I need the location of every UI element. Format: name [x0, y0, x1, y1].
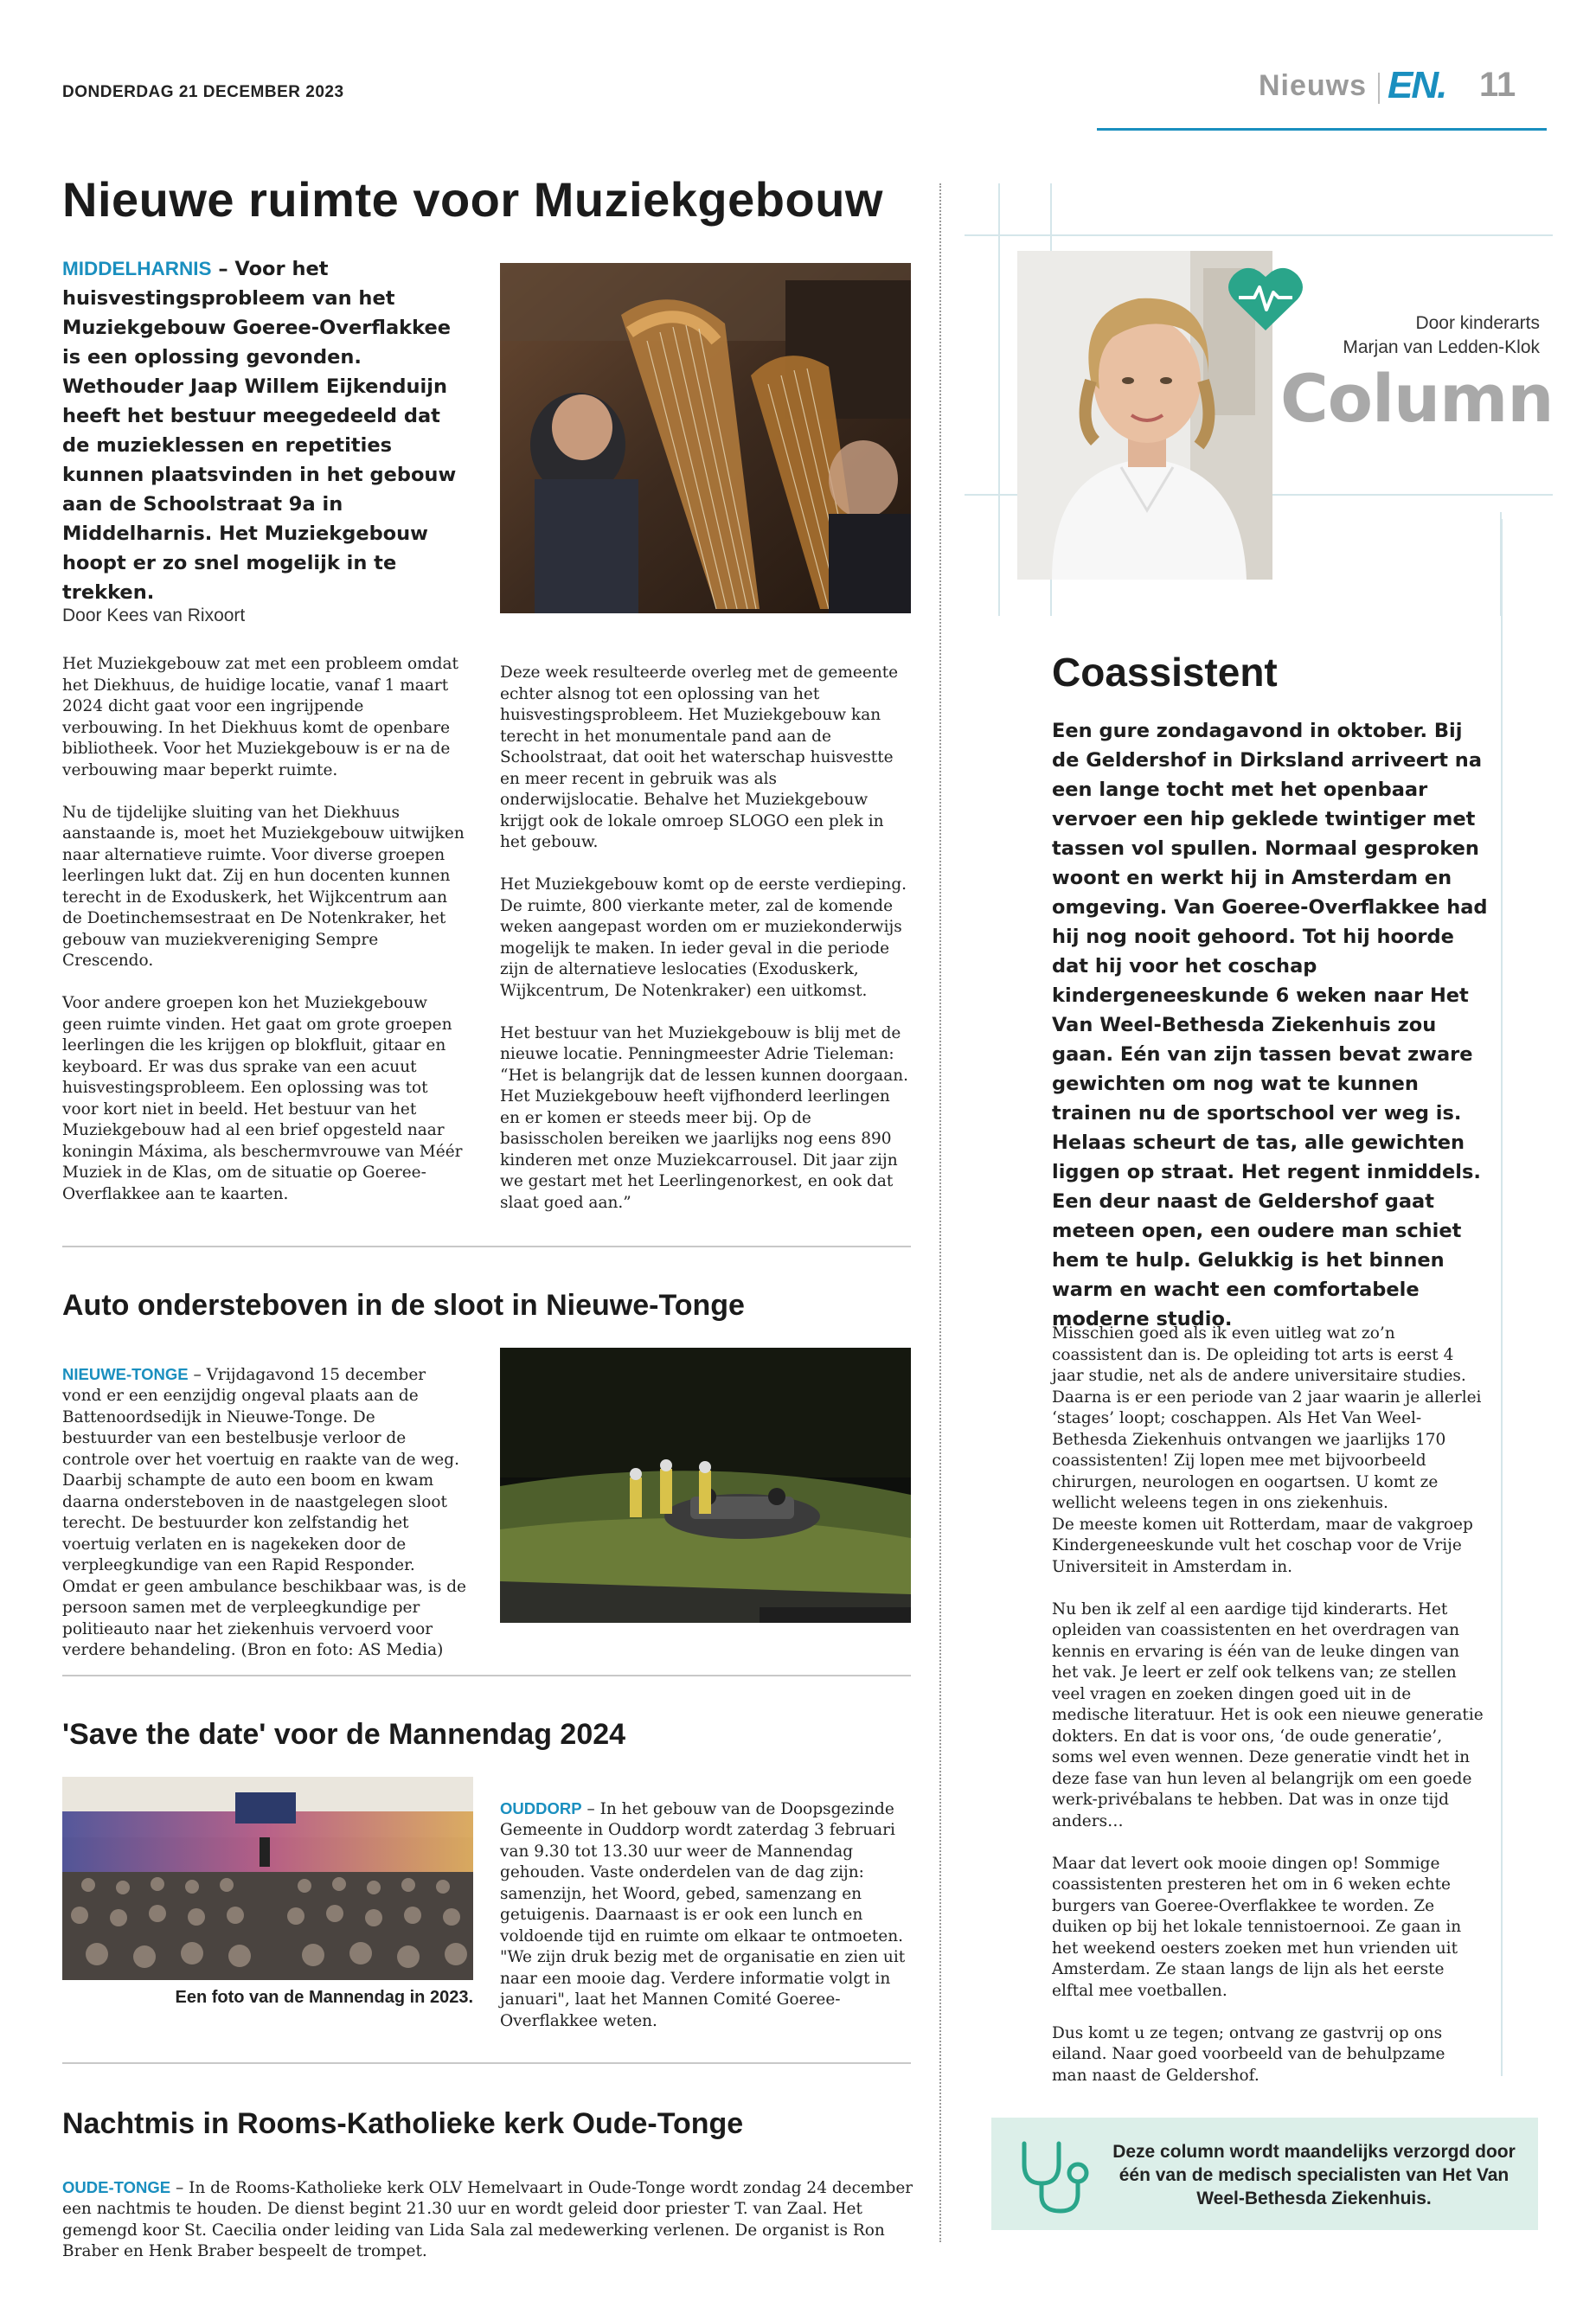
car-location: NIEUWE-TONGE [62, 1364, 189, 1383]
stethoscope-icon [1012, 2138, 1095, 2216]
mannendag-photo-illustration [62, 1777, 473, 1980]
nachtmis-location: OUDE-TONGE [62, 2177, 171, 2196]
harp-photo-illustration [500, 263, 911, 613]
column-separator [939, 183, 941, 2242]
article-title: Nieuwe ruimte voor Muziekgebouw [62, 172, 883, 227]
nachtmis-text [62, 2156, 914, 2263]
car-text-body: – Vrijdagavond 15 december vond er een eenzijdig ongeval plaats aan de Battenoordsedijk in Nieuwe-Tonge. De bestuurder van een bestelbusje verloor de controle over het voertuig en raakte van de weg. Daarbij schampte de auto een boom en kwam daarna ondersteboven in de naastgelegen sloot terecht. De bestuurder kon zelfstandig het voertuig verlaten en is nagekeken door de verpleegkundige van een Rapid Responder. Omdat er geen ambulance beschikbaar was, is de persoon samen met de verpleegkundige per politieauto naar het ziekenhuis vervoerd voor verdere behandeling. (Bron en foto: AS Media) [62, 1365, 466, 1659]
car-text [62, 1343, 469, 1662]
column-deco-line-right [1501, 519, 1503, 2076]
brand-logo: EN. [1388, 64, 1446, 106]
article-col2: Deze week resulteerde overleg met de gemeente echter alsnog tot een oplossing van het huisvestingsprobleem. Het Muziekgebouw kan terecht in het monumentale pand aan de Schoolstraat, dat ooit het waterschap huisvestte en meer recent in gebruik was als onderwijslocatie. Behalve het Muziekgebouw krijgt ook de lokale omroep SLOGO een plek in het gebouw. Het Muziekgebouw komt op de eerste verdieping. De ruimte, 800 vierkante meter, zal de komende weken aangepast worden om er muziekonderwijs mogelijk te maken. In ieder geval in die periode zijn de alternatieve leslocaties (Exoduskerk, Wijkcentrum, De Notenkraker) een uitkomst. Het bestuur van het Muziekgebouw is blij met de nieuwe locatie. Penningmeester Adrie Tieleman: “Het is belangrijk dat de lessen kunnen doorgaan. Het Muziekgebouw heeft vijfhonderd leerlingen en er komen er steeds meer bij. Op de basisscholen bereiken we jaarlijks nog eens 890 kinderen met onze Muziekcarrousel. Dit jaar zijn we gestart met het Leerlingenorkest, en ook dat slaat goed aan.” [500, 663, 909, 1212]
nachtmis-title: Nachtmis in Rooms-Katholieke kerk Oude-Tonge [62, 2107, 744, 2140]
header-divider [1378, 73, 1380, 104]
column-body: Misschien goed als ik even uitleg wat zo’n coassistent dan is. De opleiding tot arts is eerst 4 jaar studie, net als de andere universitaire studies. Daarna is er een periode van 2 jaar waarin je allerlei ‘stages’ loopt; coschappen. Als Het Van Weel-Bethesda Ziekenhuis ontvangen we jaarlijks 170 coassistenten! Zij lopen mee met bijvoorbeeld chirurgen, neurologen en oogartsen. U komt ze wellicht weleens tegen in ons ziekenhuis. De meeste komen uit Rotterdam, maar de vakgroep Kindergeneeskunde vult het coschap voor de Vrije Universiteit in Amsterdam in. Nu ben ik zelf al een aardige tijd kinderarts. Het opleiden van coassistenten en het overdragen van kennis en ervaring is één van de leuke dingen van het vak. Je leert er zelf ook telkens van; ze stellen veel vragen en zoeken dingen goed uit in de medische literatuur. Het is ook een nieuwe generatie dokters. En dat is voor ons, ‘de oude generatie’, soms wel even wennen. Deze generatie vindt het in deze fase van hun leven al belangrijk om een goede werk-privébalans te hebben. Dat was in onze tijd anders… Maar dat levert ook mooie dingen op! Sommige coassistenten presteren het om in 6 weken echte burgers van Goeree-Overflakkee te worden. Ze duiken op bij het lokale tennistoernooi. Ze gaan in het weekend oesters zoeken met hun vrienden uit Amsterdam. Ze staan langs de lijn als het eerste elftal mee voetballen. Dus komt u ze tegen; ontvang ze gastvrij op ons eiland. Naar goed voorbeeld van de behulpzame man naast de Geldershof. [1052, 1324, 1484, 2085]
column-intro: Een gure zondagavond in oktober. Bij de Geldershof in Dirksland arriveert na een lange tocht met het openbaar vervoer een hip geklede twintiger met tassen vol spullen. Normaal gesproken woont en werkt hij in Amsterdam en omgeving. Van Goeree-Overflakkee had hij nog nooit gehoord. Tot hij hoorde dat hij voor het coschap kindergeneeskunde 6 weken naar Het Van Weel-Bethesda Ziekenhuis zou gaan. Eén van zijn tassen bevat zware gewichten om nog wat te kunnen trainen nu de sportschool ver weg is. Helaas scheurt de tas, alle gewichten liggen op straat. Het regent inmiddels. Een deur naast de Geldershof gaat meteen open, een oudere man schiet hem te hulp. Gelukkig is het binnen warm en wacht een comfortabele moderne studio. [1052, 720, 1488, 1330]
column-author-name: Marjan van Ledden-Klok [1343, 337, 1540, 357]
column-title: Coassistent [1052, 650, 1278, 695]
article-lead [62, 254, 471, 607]
header-rule [1097, 128, 1547, 131]
column-label: Column [1280, 360, 1554, 437]
mannendag-caption: Een foto van de Mannendag in 2023. [175, 1988, 473, 2007]
mannendag-text-body: – In het gebouw van de Doopsgezinde Gemeente in Ouddorp wordt zaterdag 3 februari van 9.30 tot 13.30 uur weer de Mannendag gehouden. Vaste onderdelen van de dag zijn: samenzijn, het Woord, gebed, samenzang en getuigenis. Daarnaast is er ook een lunch en voldoende tijd en ruimte om elkaar te ontmoeten. "We zijn druk bezig met de organisatie en zien uit naar een mooie dag. Verdere informatie volgt in januari", laat het Mannen Comité Goeree-Overflakkee weten. [500, 1799, 906, 2030]
article-location: MIDDELHARNIS [62, 258, 212, 279]
column-footer-note: Deze column wordt maandelijks verzorgd door één van de medisch specialisten van Het Van Weel-Bethesda Ziekenhuis. [1112, 2142, 1516, 2208]
nachtmis-text-body: – In de Rooms-Katholieke kerk OLV Hemelvaart in Oude-Tonge wordt zondag 24 december een nachtmis te houden. De dienst begint 21.30 uur en wordt geleid door priester T. van Zaal. Het gemengd koor St. Caecilia onder leiding van Lida Sala zal medewerking verlenen. De organist is Ron Braber en Henk Braber bespeelt de trompet. [62, 2178, 913, 2260]
column-author-role: Door kinderarts [1415, 313, 1540, 333]
divider-2 [62, 1675, 911, 1676]
divider-3 [62, 2062, 911, 2064]
section-label: Nieuws [1259, 69, 1368, 102]
mannendag-location: OUDDORP [500, 1798, 582, 1817]
article-byline: Door Kees van Rixoort [62, 606, 246, 625]
accident-photo [500, 1348, 911, 1623]
harp-photo [500, 263, 911, 613]
page-number: 11 [1479, 66, 1516, 104]
accident-photo-illustration [500, 1348, 911, 1623]
article-col1: Het Muziekgebouw zat met een probleem omdat het Diekhuus, de huidige locatie, vanaf 1 maart 2024 dicht gaat voor een ingrijpende verbouwing. In het Diekhuus komt de openbare bibliotheek. Voor het Muziekgebouw is er na de verbouwing maar beperkt ruimte. Nu de tijdelijke sluiting van het Diekhuus aanstaande is, moet het Muziekgebouw uitwijken naar alternatieve ruimte. Voor diverse groepen leerlingen lukt dat. Zij en hun docenten kunnen terecht in de Exoduskerk, het Wijkcentrum aan de Doetinchemsestraat en De Notenkraker, het gebouw van muziekvereniging Sempre Crescendo. Voor andere groepen kon het Muziekgebouw geen ruimte vinden. Het gaat om grote groepen leerlingen die les krijgen op blokfluit, gitaar en keyboard. Er was dus sprake van een acuut huisvestingsprobleem. Een oplossing was tot voor kort niet in beeld. Het bestuur van het Muziekgebouw had al een brief opgesteld naar koningin Máxima, als beschermvrouwe van Méér Muziek in de Klas, om de situatie op Goeree-Overflakkee aan te kaarten. [62, 655, 465, 1203]
mannendag-text [500, 1777, 911, 2032]
mannendag-photo [62, 1777, 473, 1980]
mannendag-title: 'Save the date' voor de Mannendag 2024 [62, 1718, 626, 1751]
car-title: Auto ondersteboven in de sloot in Nieuwe-Tonge [62, 1289, 745, 1322]
article-lead-text: – Voor het huisvestingsprobleem van het Muziekgebouw Goeree-Overflakkee is een oplossing gevonden. Wethouder Jaap Willem Eijkenduijn heeft het bestuur meegedeeld dat de muzieklessen en repetities kunnen plaatsvinden in het gebouw aan de Schoolstraat 9a in Middelharnis. Het Muziekgebouw hoopt er zo snel mogelijk in te trekken. [62, 258, 457, 604]
heart-rate-icon [1227, 263, 1304, 334]
issue-date: DONDERDAG 21 DECEMBER 2023 [62, 83, 344, 101]
divider-1 [62, 1246, 911, 1247]
